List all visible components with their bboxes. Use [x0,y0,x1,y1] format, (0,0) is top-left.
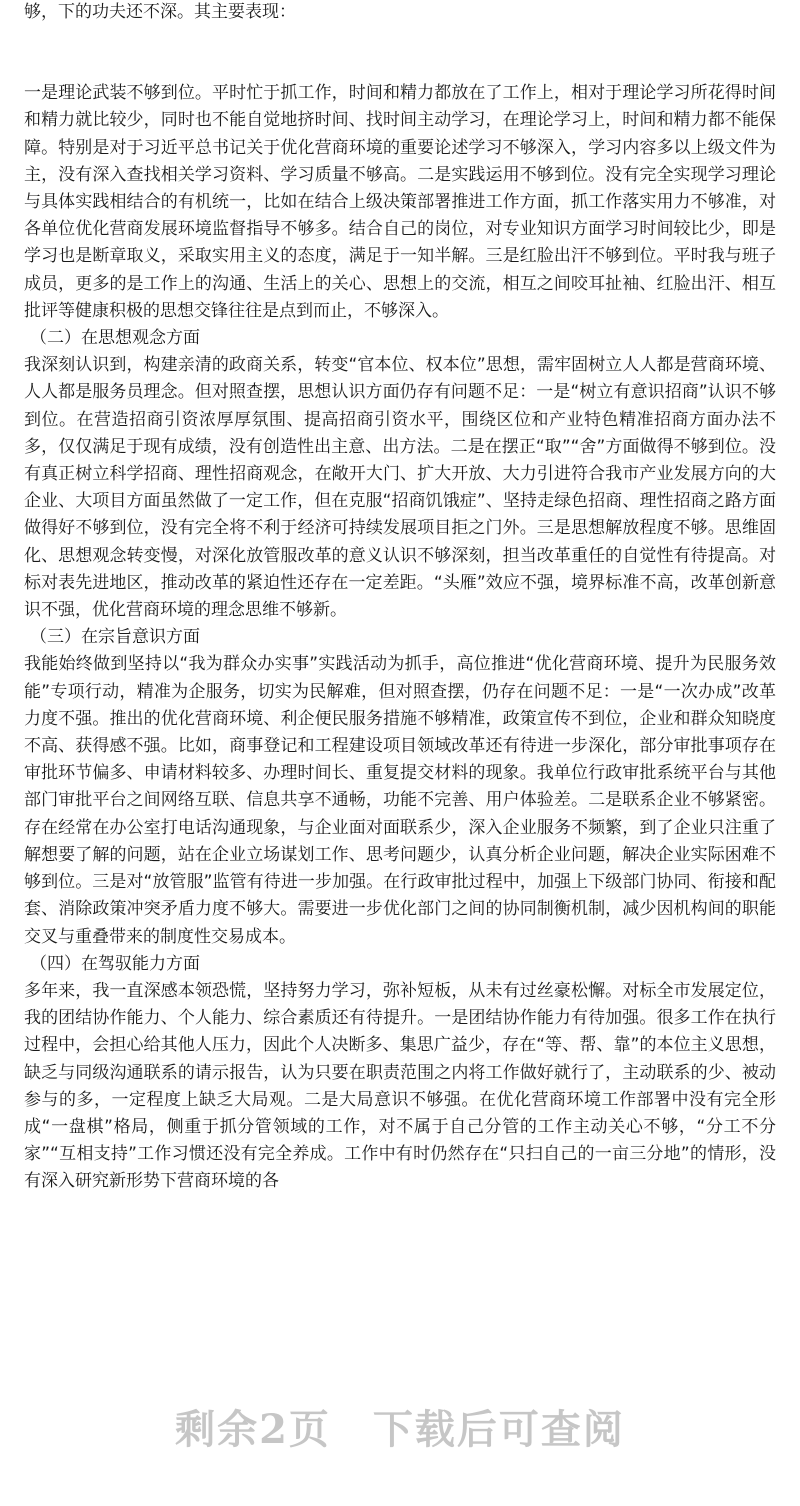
paragraph-purpose: 我能始终做到坚持以“我为群众办实事”实践活动为抓手，高位推进“优化营商环境、提升为民服务效能”专项行动，精准为企服务，切实为民解难，但对照查摆，仍存在问题不足：一是“一次办成”改革力度不强。推出的优化营商环境、利企便民服务措施不够精准，政策宣传不到位，企业和群众知晓度不高、获得感不强。比如，商事登记和工程建设项目领域改革还有待进一步深化，部分审批事项存在审批环节偏多、申请材料较多、办理时间长、重复提交材料的现象。我单位行政审批系统平台与其他部门审批平台之间网络互联、信息共享不通畅，功能不完善、用户体验差。二是联系企业不够紧密。存在经常在办公室打电话沟通现象，与企业面对面联系少，深入企业服务不频繁，到了企业只注重了解想要了解的问题，站在企业立场谋划工作、思考问题少，认真分析企业问题，解决企业实际困难不够到位。三是对“放管服”监管有待进一步加强。在行政审批过程中，加强上下级部门协同、衔接和配套、消除政策冲突矛盾力度不够大。需要进一步优化部门之间的协同制衡机制，减少因机构间的职能交叉与重叠带来的制度性交易成本。 [24,654,776,947]
document-body [24,0,776,1196]
download-hint-text: 下载后可查阅 [372,1406,625,1453]
paragraph-gap [24,26,776,80]
section-heading-purpose: （三）在宗旨意识方面 [30,627,200,648]
section-heading-capability: （四）在驾驭能力方面 [30,953,200,974]
continuation-line: 够，下的功夫还不深。其主要表现： [24,2,296,22]
paragraph-theory: 一是理论武装不够到位。平时忙于抓工作，时间和精力都放在了工作上，相对于理论学习所花得时间和精力就比较少，同时也不能自觉地挤时间、找时间主动学习，在理论学习上，时间和精力都不能保障。特别是对于习近平总书记关于优化营商环境的重要论述学习不够深入，学习内容多以上级文件为主，没有深入查找相关学习资料、学习质量不够高。二是实践运用不够到位。没有完全实现学习理论与具体实践相结合的有机统一，比如在结合上级决策部署推进工作方面，抓工作落实用力不够准，对各单位优化营商发展环境监督指导不够多。结合自己的岗位，对专业知识方面学习时间较比少，即是学习也是断章取义，采取实用主义的态度，满足于一知半解。三是红脸出汗不够到位。平时我与班子成员，更多的是工作上的沟通、生活上的关心、思想上的交流，相互之间咬耳扯袖、红脸出汗、相互批评等健康积极的思想交锋往往是点到而止，不够深入。 [24,83,776,321]
paragraph-capability: 多年来，我一直深感本领恐慌，坚持努力学习，弥补短板，从未有过丝豪松懈。对标全市发展定位，我的团结协作能力、个人能力、综合素质还有待提升。一是团结协作能力有待加强。很多工作在执行过程中，会担心给其他人压力，因此个人决断多、集思广益少，存在“等、帮、靠”的本位主义思想，缺乏与同级沟通联系的请示报告，认为只要在职责范围之内将工作做好就行了，主动联系的少、被动参与的多，一定程度上缺乏大局观。二是大局意识不够强。在优化营商环境工作部署中没有完全形成“一盘棋”格局，侧重于抓分管领域的工作，对不属于自己分管的工作主动关心不够，“分工不分家”“互相支持”工作习惯还没有完全养成。工作中有时仍然存在“只扫自己的一亩三分地”的情形，没有深入研究新形势下营商环境的各 [24,980,776,1192]
paragraph-ideology: 我深刻认识到，构建亲清的政商关系，转变“官本位、权本位”思想，需牢固树立人人都是营商环境、人人都是服务员理念。但对照查摆，思想认识方面仍存有问题不足：一是“树立有意识招商”认识不够到位。在营造招商引资浓厚厚氛围、提高招商引资水平，围绕区位和产业特色精准招商方面办法不多，仅仅满足于现有成绩，没有创造性出主意、出方法。二是在摆正“取”“舍”方面做得不够到位。没有真正树立科学招商、理性招商观念，在敞开大门、扩大开放、大力引进符合我市产业发展方向的大企业、大项目方面虽然做了一定工作，但在克服“招商饥饿症”、坚持走绿色招商、理性招商之路方面做得好不够到位，没有完全将不利于经济可持续发展项目拒之门外。三是思想解放程度不够。思维固化、思想观念转变慢，对深化放管服改革的意义认识不够深刻，担当改革重任的自觉性有待提高。对标对表先进地区，推动改革的紧迫性还存在一定差距。“头雁”效应不强，境界标准不高，改革创新意识不强，优化营商环境的理念思维不够新。 [24,355,776,621]
section-heading-ideology: （二）在思想观念方面 [30,328,200,349]
remaining-pages-text: 剩余2页 [175,1406,331,1453]
download-banner[interactable] [0,1398,800,1455]
